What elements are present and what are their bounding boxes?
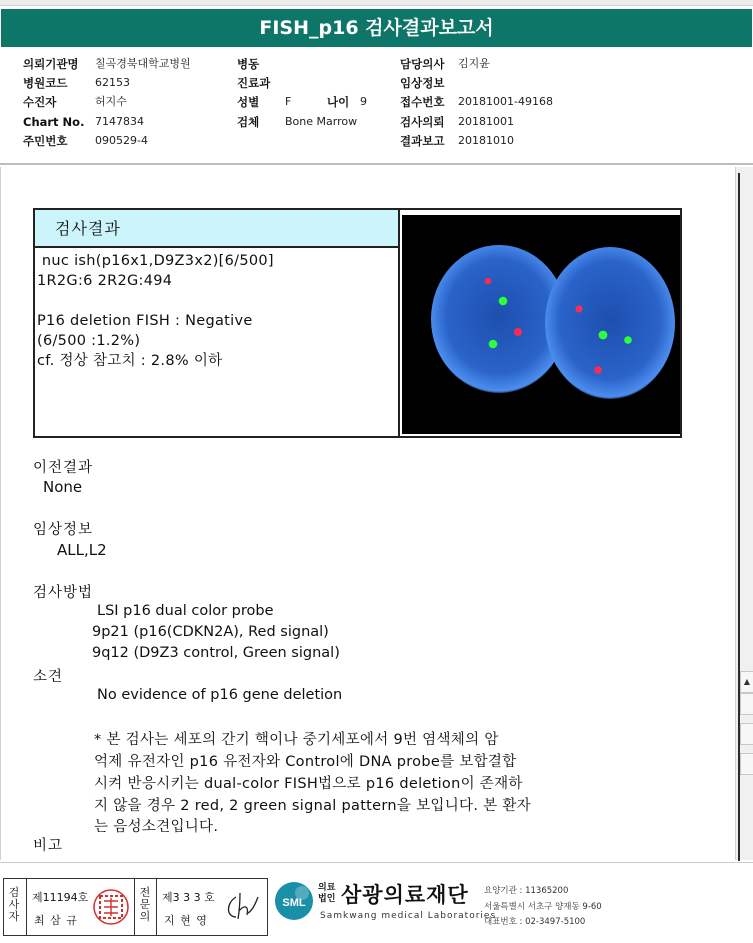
receipt-number-label: 접수번호 — [400, 95, 445, 109]
header-row — [0, 113, 753, 131]
specialist-license: 제3 3 3 호 — [162, 891, 215, 904]
org-address: 서울특별시 서초구 양재동 9-60 — [484, 902, 602, 912]
window-top-edge — [0, 0, 753, 6]
report-date-label: 결과보고 — [400, 134, 445, 148]
green-signal — [599, 331, 608, 340]
note-line: 시켜 반응시키는 dual-color FISH법으로 p16 deletion이 존재하 — [94, 776, 523, 792]
request-date-value: 20181001 — [458, 115, 514, 128]
age-label: 나이 — [327, 95, 350, 109]
result-line: cf. 정상 참고치 : 2.8% 이하 — [37, 353, 223, 369]
signature-box — [3, 878, 268, 936]
specialist-signature — [222, 887, 264, 927]
note-line: 는 음성소견입니다. — [94, 819, 219, 835]
method-line: LSI p16 dual color probe — [97, 603, 274, 619]
vertical-scrollbar[interactable] — [735, 167, 753, 860]
hospital-code-value: 62153 — [95, 76, 130, 89]
receipt-number-value: 20181001-49168 — [458, 95, 553, 108]
examiner-vertical-label: 검 사 자 — [8, 886, 20, 923]
nucleus-right — [545, 247, 675, 399]
report-date-value: 20181010 — [458, 134, 514, 147]
result-line: (6/500 :1.2%) — [37, 333, 141, 349]
header-row — [0, 93, 753, 111]
signature-footer — [0, 862, 753, 943]
org-phone: 대표번호 : 02-3497-5100 — [484, 917, 586, 927]
result-heading: 검사결과 — [35, 210, 400, 248]
result-line — [37, 291, 398, 311]
note-line: 지 않을 경우 2 red, 2 green signal pattern을 보입니다. 본 환자 — [94, 798, 531, 814]
previous-result-label: 이전결과 — [33, 460, 94, 476]
method-line: 9q12 (D9Z3 control, Green signal) — [92, 645, 340, 661]
clinical-info-value: ALL,L2 — [57, 541, 107, 559]
hospital-name-value: 칠곡경북대학교병원 — [95, 57, 191, 70]
note-line: 억제 유전자인 p16 유전자와 Control에 DNA probe를 보합결합 — [94, 754, 517, 770]
patient-value: 허지수 — [95, 95, 127, 108]
red-signal — [594, 366, 602, 374]
examiner-name: 최 삼 규 — [34, 914, 78, 927]
report-title: FISH_p16 검사결과보고서 — [1, 9, 752, 47]
doctor-label: 담당의사 — [400, 57, 445, 71]
scrollbar-segment[interactable] — [740, 753, 753, 775]
org-prefix: 의료 법인 — [318, 883, 336, 904]
doctor-value: 김지윤 — [458, 57, 490, 70]
remark-label: 비고 — [33, 838, 64, 854]
result-line: P16 deletion FISH : Negative — [37, 313, 253, 329]
finding-label: 소견 — [33, 669, 64, 685]
org-english-name: Samkwang medical Laboratories — [320, 911, 497, 921]
svg-text:SML: SML — [282, 897, 306, 909]
chart-no-label: Chart No. — [23, 115, 85, 129]
scrollbar-thumb[interactable] — [740, 693, 753, 715]
result-panel — [33, 208, 682, 438]
header-row — [0, 55, 753, 73]
method-line: 9p21 (p16(CDKN2A), Red signal) — [92, 624, 329, 640]
specialist-name: 지 현 영 — [164, 914, 208, 927]
clinical-info-section-label: 임상정보 — [33, 522, 94, 538]
org-code: 요양기관 : 11365200 — [484, 886, 569, 896]
finding-value: No evidence of p16 gene deletion — [97, 687, 343, 703]
sml-logo-icon — [272, 879, 316, 923]
fish-microscopy-image — [402, 215, 680, 434]
examiner-license: 제11194호 — [32, 891, 89, 904]
previous-result-value: None — [43, 478, 83, 496]
age-value: 9 — [360, 95, 367, 108]
resident-number-label: 주민번호 — [23, 134, 68, 148]
result-line: nuc ish(p16x1,D9Z3x2)[6/500] — [37, 253, 274, 269]
method-label: 검사방법 — [33, 585, 94, 601]
sex-label: 성별 — [237, 95, 260, 109]
green-signal — [499, 297, 508, 306]
sex-value: F — [285, 95, 292, 108]
chart-no-value: 7147834 — [95, 115, 144, 128]
result-text — [35, 248, 400, 436]
request-date-label: 검사의뢰 — [400, 115, 445, 129]
report-body[interactable] — [0, 167, 735, 860]
scrollbar-thumb-lower[interactable] — [740, 723, 753, 745]
red-signal — [575, 305, 582, 312]
note-line: * 본 검사는 세포의 간기 핵이나 중기세포에서 9번 염색체의 암 — [94, 732, 499, 748]
clinical-info-label: 임상정보 — [400, 76, 445, 90]
examiner-seal — [92, 888, 130, 926]
specialist-vertical-label: 전 문 의 — [139, 886, 151, 923]
header-row — [0, 132, 753, 150]
result-line: 1R2G:6 2R2G:494 — [37, 273, 173, 289]
red-signal — [485, 278, 491, 284]
resident-number-value: 090529-4 — [95, 134, 148, 147]
red-signal — [514, 328, 522, 336]
patient-label: 수진자 — [23, 95, 57, 109]
hospital-code-label: 병원코드 — [23, 76, 68, 90]
ward-label: 병동 — [237, 57, 260, 71]
hospital-name-label: 의뢰기관명 — [23, 57, 79, 71]
green-signal — [624, 336, 632, 344]
fish-cells-graphic — [402, 215, 680, 434]
green-signal — [489, 340, 498, 349]
specimen-value: Bone Marrow — [285, 115, 358, 128]
header-row — [0, 74, 753, 92]
specimen-label: 검체 — [237, 115, 260, 129]
patient-header — [0, 47, 753, 165]
department-label: 진료과 — [237, 76, 271, 90]
org-name: 삼광의료재단 — [341, 883, 469, 907]
scroll-up-button[interactable]: ▲ — [740, 671, 753, 693]
